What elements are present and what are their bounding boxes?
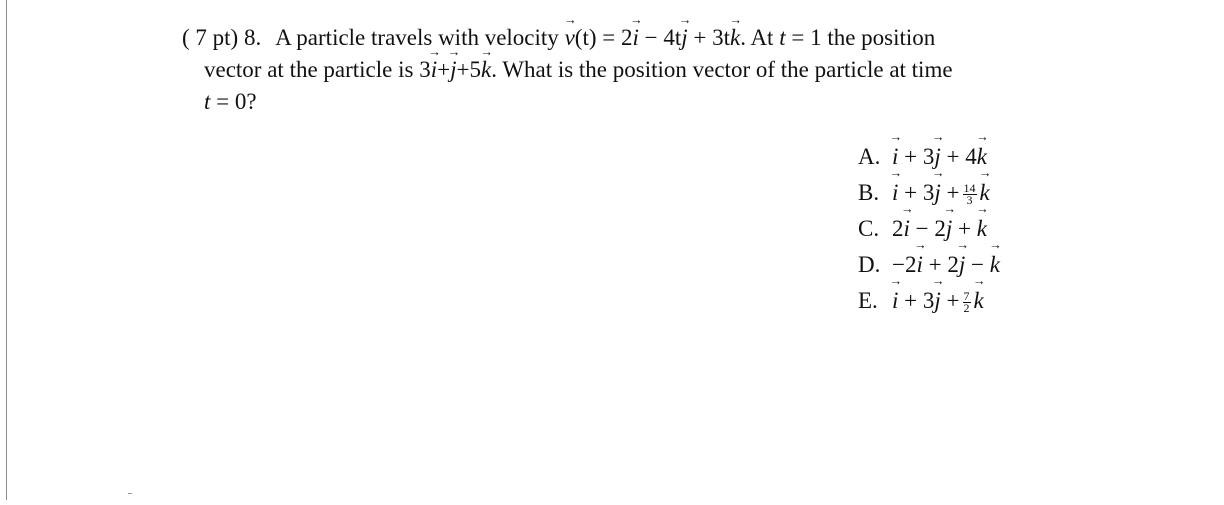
unit-vector-k: → k (990, 247, 1000, 283)
fraction-coef-k (963, 183, 977, 206)
time-variable: t (204, 89, 211, 114)
time-equals-zero-text: = 0? (210, 89, 257, 114)
unit-vector-i: → i (892, 283, 898, 319)
answer-option-e[interactable] (858, 283, 1000, 319)
unit-vector-j: → j (934, 139, 940, 175)
unit-vector-i: → i (892, 175, 898, 211)
fraction-numerator: 14 (963, 181, 976, 196)
coef-k: + (952, 216, 977, 241)
time-equals-one-text: = 1 the position (785, 25, 936, 50)
position-plus-1: + (437, 57, 451, 82)
velocity-vector-symbol: → v (565, 22, 575, 54)
coef-k: − (965, 252, 990, 277)
coef-j: + 3 (898, 144, 935, 169)
position-intro-text: vector at the particle is 3 (204, 57, 431, 82)
coef-k: + 4 (940, 144, 977, 169)
coef-j: + 3 (898, 288, 935, 313)
option-letter: E. (858, 288, 878, 313)
fraction-denominator: 2 (963, 301, 970, 316)
question-number: 8. (243, 25, 262, 50)
question-line-3 (182, 86, 1122, 118)
unit-vector-i: → i (632, 22, 638, 54)
scan-speck (128, 493, 132, 494)
plus-sign: + (940, 288, 960, 313)
answer-option-c[interactable] (858, 211, 1000, 247)
unit-vector-i: → i (431, 54, 437, 86)
plus-sign: + (940, 180, 960, 205)
question-line-1 (182, 22, 1122, 54)
unit-vector-i: → i (916, 247, 922, 283)
coef-j: − 2 (909, 216, 946, 241)
at-text: . At (740, 25, 780, 50)
coef-j: + 2 (922, 252, 959, 277)
time-variable: t (779, 25, 786, 50)
unit-vector-i: → i (904, 211, 910, 247)
question-intro-text: A particle travels with velocity (275, 25, 559, 50)
option-letter: A. (858, 144, 881, 169)
question-prompt-text: . What is the position vector of the particle at time (491, 57, 953, 82)
unit-vector-j: → j (934, 283, 940, 319)
unit-vector-k: → k (481, 54, 491, 86)
unit-vector-j: → j (681, 22, 687, 54)
unit-vector-k: → k (730, 22, 740, 54)
coef-i: 2 (892, 216, 904, 241)
unit-vector-j: → j (959, 247, 965, 283)
fraction-coef-k (963, 291, 971, 314)
option-letter: B. (858, 180, 880, 205)
answer-options (858, 139, 1000, 319)
question-points: ( 7 pt) (182, 25, 239, 50)
position-plus-2: +5 (456, 57, 481, 82)
option-letter: D. (858, 252, 881, 277)
unit-vector-k: → k (974, 283, 984, 319)
velocity-eq-part-a: (t) = 2 (574, 25, 633, 50)
coef-j: + 3 (898, 180, 935, 205)
fraction-numerator: 7 (963, 289, 970, 304)
velocity-eq-part-b: − 4t (638, 25, 682, 50)
velocity-eq-part-c: + 3t (687, 25, 730, 50)
fraction-denominator: 3 (966, 193, 973, 208)
question-block (182, 22, 1122, 118)
unit-vector-j: → j (946, 211, 952, 247)
unit-vector-j: → j (934, 175, 940, 211)
question-line-2 (182, 54, 1122, 86)
unit-vector-k: → k (980, 175, 990, 211)
unit-vector-j: → j (450, 54, 456, 86)
option-letter: C. (858, 216, 880, 241)
unit-vector-k: → k (977, 211, 987, 247)
unit-vector-i: → i (892, 139, 898, 175)
unit-vector-k: → k (977, 139, 987, 175)
page-left-edge-rule (6, 0, 7, 500)
coef-i: −2 (892, 252, 917, 277)
